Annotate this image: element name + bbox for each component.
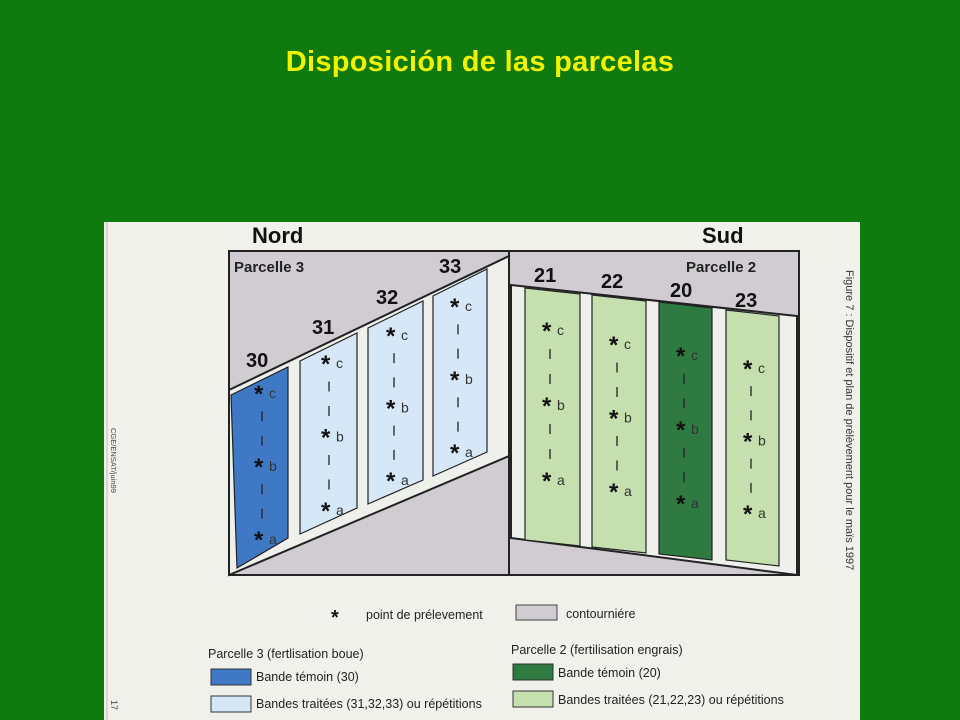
strip-32-point-c: c	[401, 327, 408, 343]
sample-point-marker: *	[609, 479, 619, 506]
sample-point-marker: *	[676, 417, 686, 444]
figure-credit: CGE/ENSAT/juin99	[109, 428, 118, 493]
sample-point-marker: *	[676, 491, 686, 518]
legend-parcel3-title: Parcelle 3 (fertlisation boue)	[208, 647, 364, 661]
strip-31-point-b: b	[336, 428, 344, 445]
sample-point-marker: *	[450, 294, 460, 321]
strip-21	[525, 288, 580, 546]
sample-point-marker: *	[254, 381, 264, 408]
strip-23-point-c: c	[758, 360, 765, 376]
strip-33-point-c: c	[465, 298, 472, 314]
legend-parcel2-control: Bande témoin (20)	[558, 666, 661, 680]
slide-title: Disposición de las parcelas	[285, 46, 675, 78]
north-label: Nord	[252, 223, 304, 248]
strip-number-20: 20	[670, 280, 693, 302]
legend-parcel2-control-swatch	[513, 664, 553, 680]
strip-number-23: 23	[735, 290, 758, 312]
sample-point-marker: *	[743, 501, 753, 528]
sample-point-marker: *	[386, 468, 396, 495]
sample-point-marker: *	[609, 332, 619, 359]
south-label: Sud	[702, 223, 744, 248]
sample-point-marker: *	[542, 468, 552, 495]
strip-20-point-c: c	[691, 347, 698, 363]
legend-parcel3-control: Bande témoin (30)	[256, 670, 359, 684]
sample-point-marker: *	[450, 367, 460, 394]
sample-point-marker: *	[254, 454, 264, 481]
parcel2-label: Parcelle 2	[686, 259, 757, 276]
legend-parcel2-treated-swatch	[513, 691, 553, 707]
sample-point-marker: *	[450, 440, 460, 467]
strip-22-point-a: a	[624, 483, 632, 499]
strip-number-31: 31	[312, 317, 335, 339]
strip-30-point-c: c	[269, 385, 276, 401]
strip-22-point-b: b	[624, 409, 632, 426]
strip-30-point-a: a	[269, 531, 277, 547]
strip-32	[368, 301, 423, 504]
sample-point-marker: *	[321, 351, 331, 378]
sample-point-marker: *	[542, 393, 552, 420]
legend-parcel2-treated: Bandes traitées (21,22,23) ou répétitions	[558, 693, 784, 707]
strip-number-32: 32	[376, 287, 399, 309]
strip-23-point-a: a	[758, 505, 766, 521]
strip-30-point-b: b	[269, 458, 277, 474]
strip-23-point-b: b	[758, 432, 766, 449]
legend-parcel3-treated-swatch	[211, 696, 251, 712]
sample-point-marker: *	[321, 498, 331, 525]
sample-point-marker: *	[386, 323, 396, 350]
sample-point-marker: *	[609, 405, 619, 433]
strip-20-point-a: a	[691, 495, 699, 511]
strip-21-point-b: b	[557, 397, 565, 413]
page-number: 17	[109, 700, 119, 711]
sample-point-marker: *	[254, 527, 264, 554]
sample-point-marker: *	[743, 428, 753, 456]
sample-point-marker: *	[321, 424, 331, 452]
strip-number-21: 21	[534, 265, 557, 287]
strip-22	[592, 295, 646, 553]
legend-sample-point: point de prélevement	[366, 608, 483, 622]
strip-33-point-b: b	[465, 371, 473, 387]
strip-22-point-c: c	[624, 336, 631, 352]
sample-point-marker: *	[386, 395, 396, 423]
strip-20	[659, 302, 712, 560]
parcel-layout-diagram	[104, 222, 860, 720]
strip-33	[433, 269, 487, 476]
strip-21-point-a: a	[557, 472, 565, 488]
strip-23	[726, 310, 779, 566]
legend-parcel2-title: Parcelle 2 (fertilisation engrais)	[511, 643, 683, 657]
sample-point-marker: *	[676, 343, 686, 370]
strip-number-22: 22	[601, 271, 624, 293]
figure-caption: Figure 7 : Dispositif et plan de prélèvement pour le maïs 1997	[843, 270, 855, 571]
strip-20-point-b: b	[691, 421, 699, 437]
legend-contour-swatch	[516, 605, 557, 620]
strip-31-point-c: c	[336, 355, 343, 371]
sample-point-marker: *	[743, 356, 753, 383]
strip-21-point-c: c	[557, 322, 564, 338]
strip-33-point-a: a	[465, 444, 473, 460]
legend-parcel3-treated: Bandes traitées (31,32,33) ou répétitions	[256, 697, 482, 711]
legend-parcel3-control-swatch	[211, 669, 251, 685]
strip-number-33: 33	[439, 256, 462, 278]
strip-32-point-a: a	[401, 472, 409, 488]
strip-32-point-b: b	[401, 399, 409, 416]
parcel3-label: Parcelle 3	[234, 259, 305, 276]
legend-contour: contourniére	[566, 607, 636, 621]
strip-31-point-a: a	[336, 502, 344, 518]
parcel-layout-figure	[104, 222, 860, 720]
sample-point-icon: *	[331, 607, 339, 629]
sample-point-marker: *	[542, 318, 552, 345]
strip-number-30: 30	[246, 350, 269, 372]
